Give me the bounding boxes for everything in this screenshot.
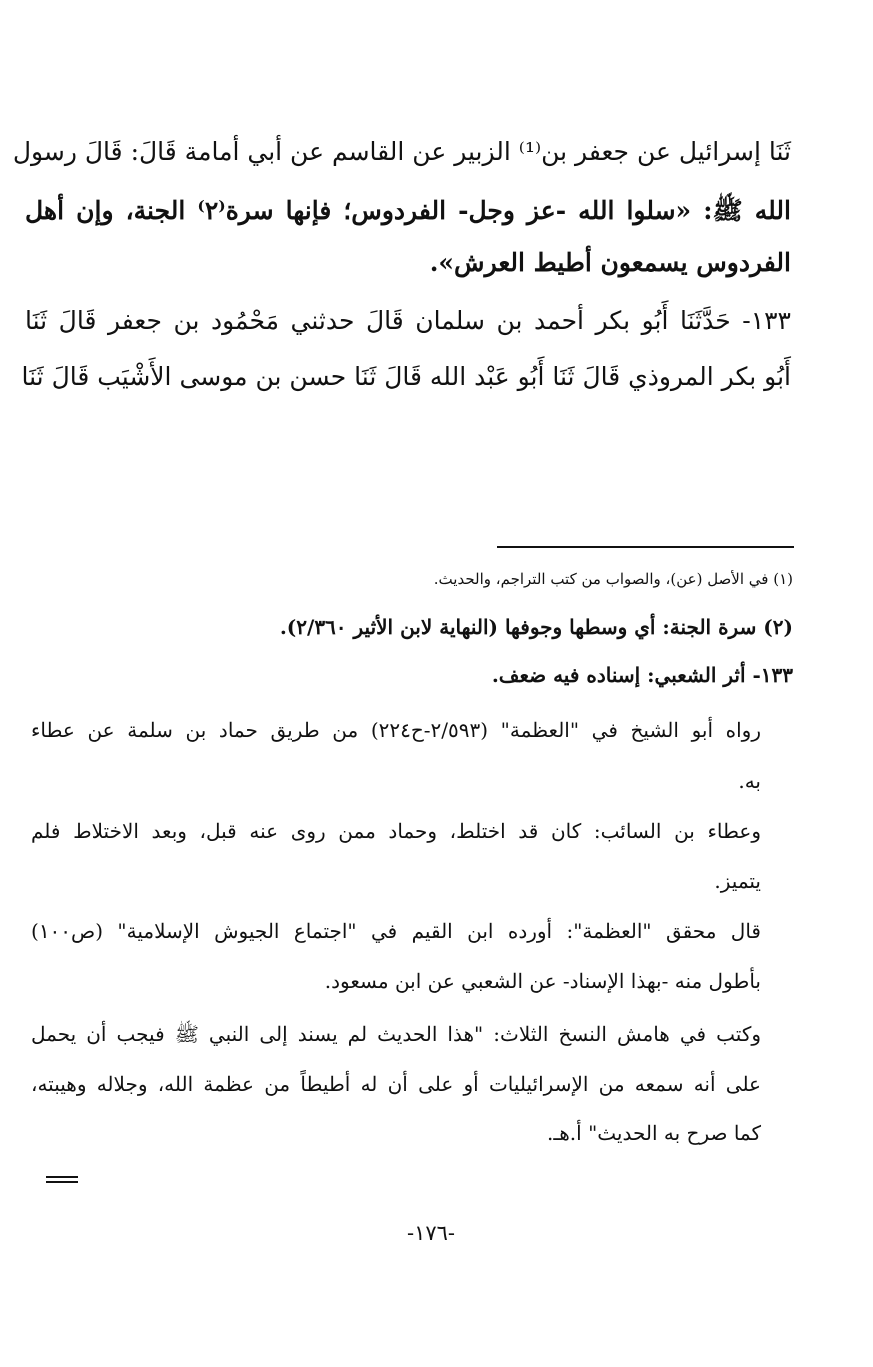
main-text-line-4: ١٣٣- حَدَّثَنَا أَبُو بكر أحمد بن سلمان قَالَ حدثني مَحْمُود بن جعفر قَالَ ثَنَا	[25, 306, 791, 335]
takhrij-line-6: بأطول منه -بهذا الإسناد- عن الشعبي عن ابن مسعود.	[324, 969, 761, 993]
takhrij-line-5: قال محقق "العظمة": أورده ابن القيم في "اجتماع الجيوش الإسلامية" (ص١٠٠)	[31, 919, 761, 943]
page-number: -١٧٦-	[406, 1221, 456, 1245]
footnote-2: (٢) سرة الجنة: أي وسطها وجوفها (النهاية لابن الأثير ٢/٣٦٠).	[279, 615, 793, 639]
takhrij-line-9: كما صرح به الحديث" أ.هـ.	[547, 1121, 761, 1145]
main-text-line-5: أَبُو بكر المروذي قَالَ ثَنَا أَبُو عَبْد الله قَالَ ثَنَا حسن بن موسى الأَشْيَب قَالَ ثَنَا	[21, 362, 791, 391]
takhrij-line-4: يتميز.	[714, 869, 761, 893]
takhrij-line-2: به.	[738, 769, 761, 793]
takhrij-line-7: وكتب في هامش النسخ الثلاث: "هذا الحديث لم يسند إلى النبي ﷺ فيجب أن يحمل	[31, 1022, 761, 1046]
takhrij-line-3: وعطاء بن السائب: كان قد اختلط، وحماد ممن روى عنه قبل، وبعد الاختلاط فلم	[31, 819, 762, 843]
takhrij-line-1: رواه أبو الشيخ في "العظمة" (٢/٥٩٣-ح٢٢٤) من طريق حماد بن سلمة عن عطاء	[31, 718, 761, 742]
footnote-separator	[497, 546, 794, 548]
main-text-line-3: الفردوس يسمعون أطيط العرش».	[429, 248, 791, 277]
takhrij-heading: ١٣٣- أثر الشعبي: إسناده فيه ضعف.	[491, 663, 793, 687]
end-mark	[46, 1176, 78, 1186]
takhrij-line-8: على أنه سمعه من الإسرائيليات أو على أن له أطيطاً من عظمة الله، وجلاله وهيبته،	[31, 1072, 761, 1096]
footnote-1: (١) في الأصل (عن)، والصواب من كتب التراجم، والحديث.	[433, 570, 793, 588]
main-text-line-2: الله ﷺ: «سلوا الله -عز وجل- الفردوس؛ فإنها سرة⁽٢⁾ الجنة، وإن أهل	[25, 196, 791, 225]
main-text-line-1: ثَنَا إسرائيل عن جعفر بن⁽¹⁾ الزبير عن القاسم عن أبي أمامة قَالَ: قَالَ رسول	[12, 137, 791, 166]
